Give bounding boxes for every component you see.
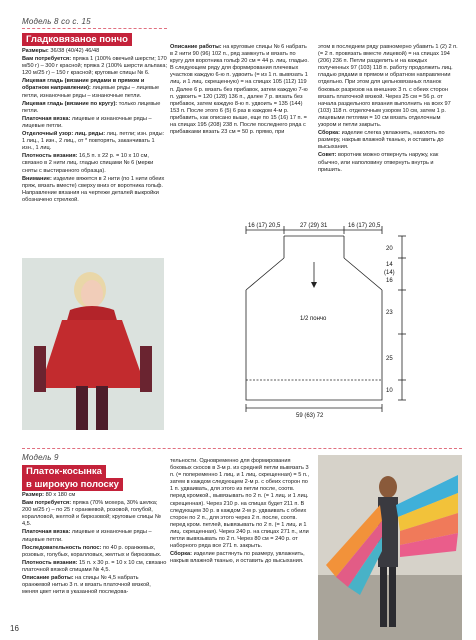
paragraph-text: на круговые спицы № 6 набрать в 2 нити 90 (96) 102 п., ряд замкнуть и вязать по кругу для воротника гольф 20 см = 44 р. лиц. гладью. В следующем ряду для формирования плечевых участков каждую 6-ю п. удвоить (= из 1 п. вывязать 1 лиц. и 1 лиц. скрещенную) = на спицах 105 (112) 119 п. Далее 6 р. вязать без прибавок, затем каждую 7-ю п. удвоить = 120 (128) 136 п., далее 7 р. вязать без прибавок, затем каждую 8-ю п. удвоить = 135 (144) 153 п. После этого 6 (5) 6 раз в каждом 4-м р. прибавить, как описано выше, еще по 15 (16) 17 п. = на спицах 195 (208) 238 п. После последнего ряда с прибавками вязать 23 см = 50 р. прямо, при [170,44,309,136]
paragraph-text: изделие вяжется в 2 нити (по 1 нити обеих пряж, вязать вместе) сверху вниз от воротника гольф. Направление вязания на чертеже деталей выкройки обозначено стрелкой. [22,175,165,203]
paragraph-text: изделие слегка увлажнить, наколоть по размеру, накрыв влажной тканью, и оставить до высыхания. [318,130,445,151]
paragraph-text: по 40 р. оранжевых, розовых, голубых, коралловых, желтых и бирюзовых. [22,544,162,558]
scarf-photo [318,455,462,640]
paragraph-text: лиц. петли; изн. ряды: 1 лиц., 1 изн., 2 лиц., от * повторять, заканчивать 1 изн., 1 лиц. [22,131,165,152]
paragraph [22,116,167,130]
dim-bottom: 59 (63) 72 [296,413,324,419]
paragraph [22,529,167,543]
paragraph [22,176,167,204]
paragraph [22,78,167,99]
paragraph [318,130,458,151]
paragraph-text: тельности. Одновременно для формирования боковых скосов в 3-м р. из средней петли вывязать 3 п. (= попеременно 1 лиц. и 1 лиц. скрещенная) = 5 п., затем в каждом следующем 2-м р. с обеих сторон по 1 п. удваивать, для этого из петли после, соотв. перед кромкой., вывязывать по 2 п. (= 1 лиц. и 1 лиц. скрещенная). Через 210 р. на спицах будет 211 п. В следующем 30 р. в каждом 2-м р. удваивать с обеих сторон по 2 п., для этого через 2 п. после, соотв. перед кром. петлей, вывязывать по 2 п. (= 1 лиц. и 1 лиц. скрещенная). Через 240 р. на спицах 271 п., или петли вывязывать по 2 п. Через 80 см = 240 р. от наборного ряда все 271 п. закрыть. [170,458,310,550]
diagram-center-label: 1/2 пончо [300,316,327,322]
paragraph-text: пряжа (70% мохера, 30% шелка; 200 м/25 г) – по 25 г оранжевой, розовой, голубой, коралловой, желтой и бирюзовой; круговые спицы № 4,5. [22,500,161,528]
paragraph-heading: Лицевая гладь (вязание по кругу): [22,100,118,107]
model8-column3 [318,44,458,175]
paragraph-text: 36/38 (40/42) 46/48 [48,48,100,54]
paragraph-heading: Описание работы: [170,44,222,50]
dim-top-left: 16 (17) 20,5 [248,223,281,229]
paragraph-text: изделие растянуть по размеру, увлажнить, накрыв влажной тканью, и оставить до высыхания. [170,551,305,565]
paragraph-text: на спицы № 4,5 набрать оранжевой нитью 3 п. и вязать платочной вязкой, меняя цвет нити в указанной последова- [22,575,151,596]
paragraph-heading: Последовательность полос: [22,544,102,551]
paragraph [22,575,167,596]
model9-title-line1: Платок-косынка [22,465,106,478]
dim-right-7: 10 [386,388,393,394]
dim-right-1: 20 [386,246,393,252]
paragraph [22,101,167,115]
paragraph [22,545,167,559]
paragraph-text: воротник можно отвернуть наружу, как обычно, или наполовину отвернуть внутрь и пришить. [318,152,439,173]
paragraph [22,48,167,55]
model9-label: Модель 9 [22,453,59,462]
model8-column2 [170,44,310,137]
paragraph [22,153,167,174]
paragraph-text: только лицевые петли. [22,100,161,114]
paragraph-heading: Размер: [22,492,45,498]
dim-top-mid: 27 (29) 31 [300,223,328,229]
paragraph-text: этом в последнем ряду равномерно убавить 1 (2) 2 п. (= 2 п. провязать вместе лицевой) = на спицах 194 (206) 236 п. Петли разделить и на каждых полученных 97 (103) 118 п. работу продолжить лиц. гладью рядами в прямом и обратном направлении отдельно. При этом для цельновязаных планок боковых разрезов на внешних 3 п. с обеих сторон вязать платочной вязкой. Через 25 см = 56 р. от начала раздельного вязания выполнить на всех 97 (103) 118 п. отделочным узором 10 см, затем 1 р. лицевыми петлями = 10 см вязать отделочным узором и петли закрыть. [318,44,458,129]
paragraph-heading: Размеры: [22,48,49,54]
paragraph [22,492,167,499]
poncho-pattern-diagram [238,222,414,420]
dim-right-4: 16 [386,278,393,284]
paragraph-text: 16,5 п. х 22 р. = 10 х 10 см, связано в 2 нити лиц. гладью спицами № 6 (мерки сняты с выстиранного образца). [22,153,154,174]
paragraph-text: лицевые ряды – лицевые петли, изнаночные ряды – изнаночные петли. [22,85,160,99]
paragraph-heading: Плотность вязания: [22,559,78,566]
paragraph [318,152,458,173]
paragraph-text: лицевые и изнаночные ряды – лицевые петли. [22,529,152,543]
paragraph [170,44,310,136]
paragraph-text: 80 х 180 см [44,492,76,498]
paragraph-text: пряжа 1 (100% овечьей шерсти; 170 м/50 г) – 300 г красной; пряжа 2 (100% шерсти альпака; 120 м/25 г) – 150 г красной; круговые спицы № 6. [22,56,167,77]
model9-column1 [22,492,167,597]
paragraph-heading: Вам потребуется: [22,500,72,507]
dim-right-6: 25 [386,356,393,362]
paragraph-heading: Платочная вязка: [22,115,71,122]
paragraph [170,458,310,550]
paragraph [22,560,167,574]
dim-right-2: 14 [386,262,393,268]
paragraph [170,551,310,565]
paragraph-text: 15 п. х 30 р. = 10 х 10 см, связано платочной вязкой спицами № 4,5. [22,559,167,573]
paragraph-heading: Совет: [318,152,337,159]
divider [22,28,167,31]
page-number: 16 [10,624,19,633]
paragraph-heading: Платочная вязка: [22,529,71,536]
paragraph [318,44,458,129]
paragraph-heading: Сборка: [170,551,193,558]
paragraph-heading: Отделочный узор: лиц. ряды: [22,131,106,138]
model8-column1 [22,48,167,205]
paragraph-text: лицевые и изнаночные ряды – лицевые петли. [22,115,152,129]
paragraph [22,500,167,528]
paragraph-heading: Внимание: [22,175,52,182]
paragraph-heading: Вам потребуется: [22,56,72,63]
paragraph [22,56,167,77]
paragraph-heading: Сборка: [318,130,341,137]
model8-label: Модель 8 со с. 15 [22,17,91,26]
dim-right-5: 23 [386,310,393,316]
dim-top-right: 16 (17) 20,5 [348,223,381,229]
divider [22,448,462,451]
model9-column2 [170,458,310,566]
poncho-photo [22,258,164,430]
paragraph [22,131,167,152]
paragraph-heading: Лицевая гладь (вязание рядами в прямом и обратном направлении): [22,78,145,92]
dim-right-3: (14) [384,270,395,276]
paragraph-heading: Описание работы: [22,575,74,582]
paragraph-heading: Плотность вязания: [22,153,78,160]
model8-title: Гладковязаное пончо [22,33,132,46]
model9-title-line2: в широкую полоску [22,478,123,491]
